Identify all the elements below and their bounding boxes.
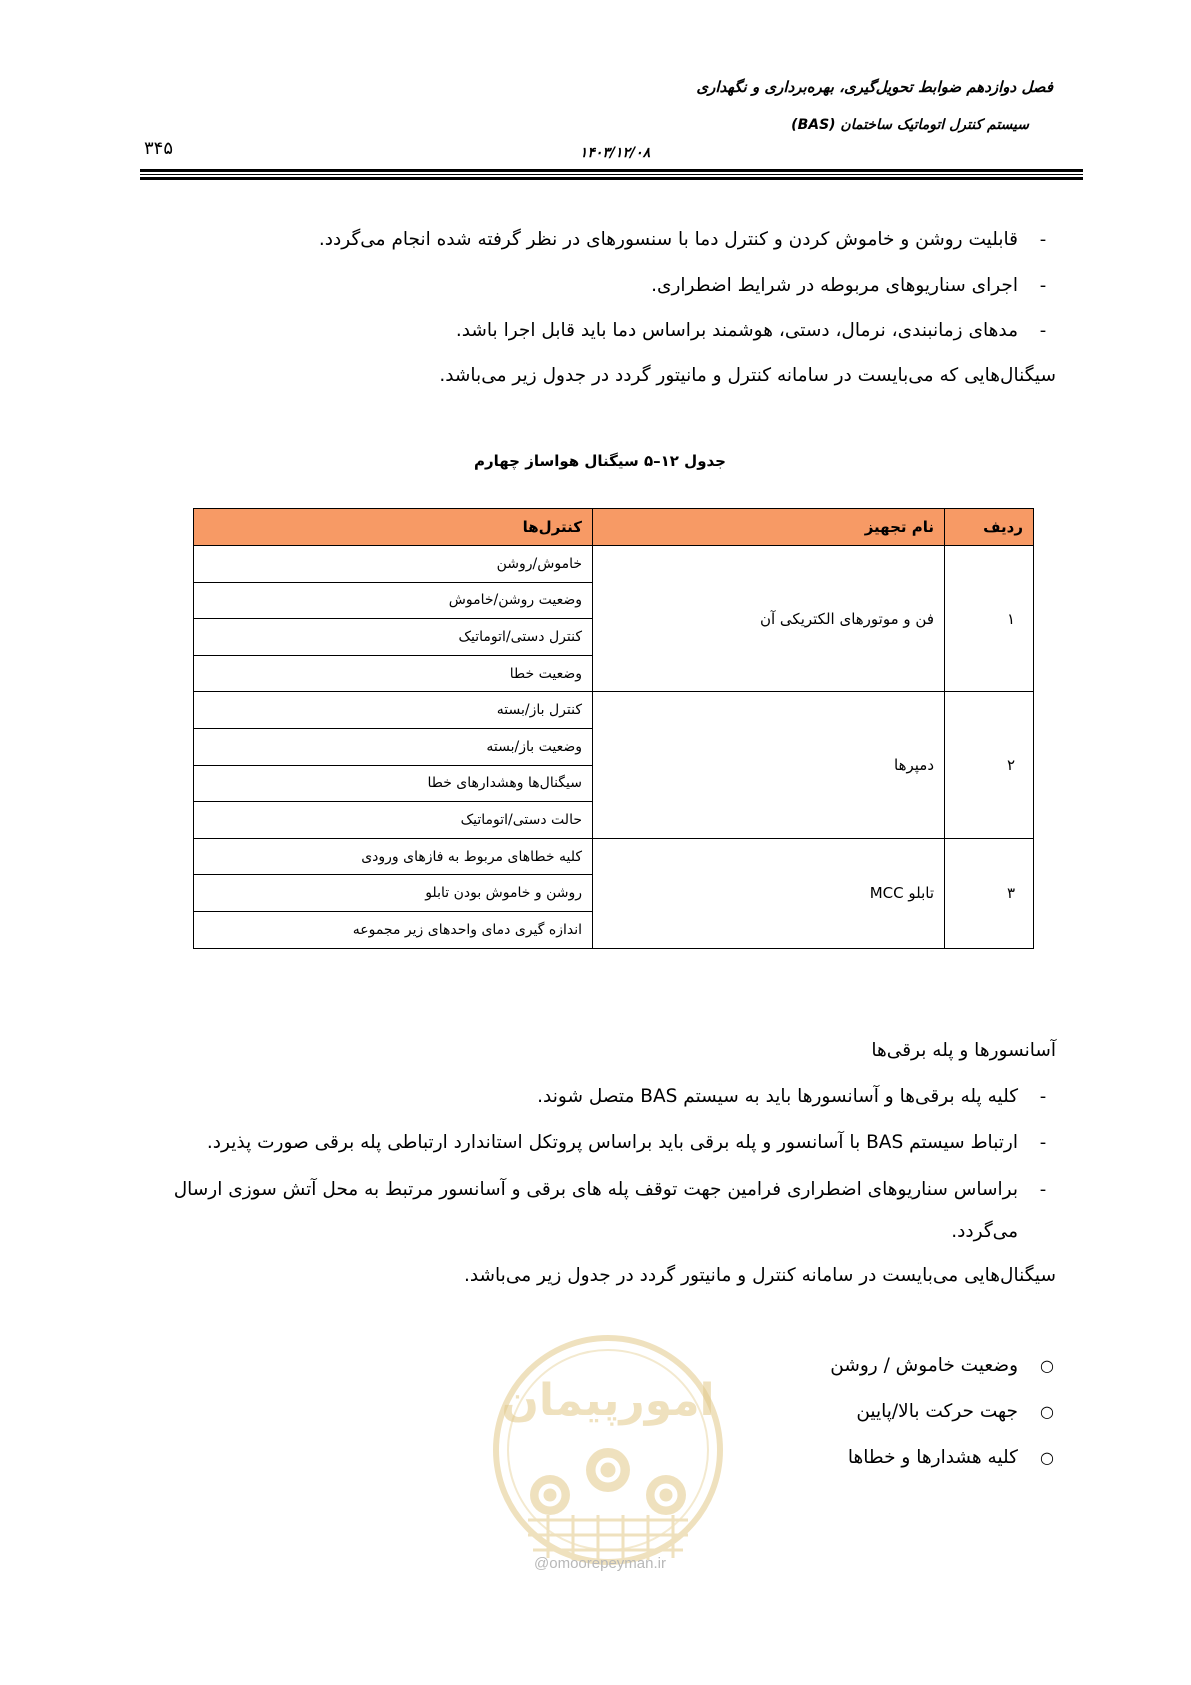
equipment-name: تابلو MCC bbox=[593, 838, 945, 948]
table-row bbox=[194, 692, 1034, 729]
intro-bullet-1: قابلیت روشن و خاموش کردن و کنترل دما با سنسورهای در نظر گرفته شده انجام می‌گردد. bbox=[318, 229, 1018, 250]
signals-table bbox=[193, 508, 1034, 949]
equipment-name: دمپرها bbox=[593, 692, 945, 838]
section2-bullet-1: کلیه پله برقی‌ها و آسانسورها باید به سیستم BAS متصل شوند. bbox=[537, 1086, 1018, 1107]
row-number: ۳ bbox=[945, 838, 1034, 948]
chapter-subtitle: سیستم کنترل اتوماتیک ساختمان (BAS) bbox=[791, 117, 1029, 133]
sub-item-2: جهت حرکت بالا/پایین bbox=[856, 1401, 1018, 1422]
bullet-dash: - bbox=[1039, 1179, 1047, 1200]
sub-item-1: وضعیت خاموش / روشن bbox=[830, 1355, 1018, 1376]
control-cell: روشن و خاموش بودن تابلو bbox=[194, 875, 593, 912]
section-heading: آسانسورها و پله برقی‌ها bbox=[871, 1040, 1056, 1061]
sub-item-3: کلیه هشدارها و خطاها bbox=[847, 1447, 1018, 1468]
watermark-url: @omoorepeyman.ir bbox=[534, 1555, 666, 1572]
section2-bullet-3-continuation: می‌گردد. bbox=[951, 1221, 1018, 1242]
control-cell: خاموش/روشن bbox=[194, 546, 593, 583]
intro-bullet-2: اجرای سناریوهای مربوطه در شرایط اضطراری. bbox=[651, 275, 1018, 296]
table-caption: جدول ۱۲–۵ سیگنال هواساز چهارم bbox=[474, 452, 726, 470]
control-cell: حالت دستی/اتوماتیک bbox=[194, 802, 593, 839]
intro-paragraph: سیگنال‌هایی که می‌بایست در سامانه کنترل و مانیتور گردد در جدول زیر می‌باشد. bbox=[439, 365, 1056, 386]
circle-bullet-icon: ○ bbox=[1040, 1356, 1054, 1375]
section2-bullet-2: ارتباط سیستم BAS با آسانسور و پله برقی باید براساس پروتکل استاندارد ارتباطی پله برقی صورت پذیرد. bbox=[206, 1132, 1018, 1153]
page-number: ۳۴۵ bbox=[144, 138, 174, 159]
section2-paragraph: سیگنال‌هایی می‌بایست در سامانه کنترل و مانیتور گردد در جدول زیر می‌باشد. bbox=[463, 1265, 1056, 1286]
control-cell: سیگنال‌ها وهشدارهای خطا bbox=[194, 765, 593, 802]
control-cell: اندازه گیری دمای واحدهای زیر مجموعه bbox=[194, 911, 593, 948]
header-equipment-col: نام تجهیز bbox=[593, 509, 945, 546]
bullet-dash: - bbox=[1039, 275, 1047, 296]
control-cell: وضعیت باز/بسته bbox=[194, 728, 593, 765]
chapter-title: فصل دوازدهم ضوابط تحویل‌گیری، بهره‌برداری و نگهداری bbox=[696, 78, 1053, 96]
header-controls-col: کنترل‌ها bbox=[194, 509, 593, 546]
header-rule bbox=[140, 169, 1083, 181]
control-cell: کنترل دستی/اتوماتیک bbox=[194, 619, 593, 656]
table-row bbox=[194, 546, 1034, 583]
circle-bullet-icon: ○ bbox=[1040, 1402, 1054, 1421]
table-header-row bbox=[194, 509, 1034, 546]
control-cell: وضعیت خطا bbox=[194, 655, 593, 692]
bullet-dash: - bbox=[1039, 1132, 1047, 1153]
intro-bullet-3: مدهای زمانبندی، نرمال، دستی، هوشمند براساس دما باید قابل اجرا باشد. bbox=[455, 320, 1018, 341]
header-row-col: ردیف bbox=[945, 509, 1034, 546]
control-cell: وضعیت روشن/خاموش bbox=[194, 582, 593, 619]
control-cell: کنترل باز/بسته bbox=[194, 692, 593, 729]
control-cell: کلیه خطاهای مربوط به فازهای ورودی bbox=[194, 838, 593, 875]
watermark-logo-label: امورپیمان bbox=[501, 1375, 715, 1426]
bullet-dash: - bbox=[1039, 229, 1047, 250]
row-number: ۲ bbox=[945, 692, 1034, 838]
section2-bullet-3: براساس سناریوهای اضطراری فرامین جهت توقف پله های برقی و آسانسور مرتبط به محل آتش سوزی ارسال bbox=[173, 1179, 1018, 1200]
equipment-name: فن و موتورهای الکتریکی آن bbox=[593, 546, 945, 692]
header-date: ۱۴۰۳/۱۲/۰۸ bbox=[579, 145, 651, 161]
row-number: ۱ bbox=[945, 546, 1034, 692]
bullet-dash: - bbox=[1039, 1086, 1047, 1107]
circle-bullet-icon: ○ bbox=[1040, 1448, 1054, 1467]
bullet-dash: - bbox=[1039, 320, 1047, 341]
table-row bbox=[194, 838, 1034, 875]
watermark-logo-icon bbox=[488, 1320, 728, 1620]
